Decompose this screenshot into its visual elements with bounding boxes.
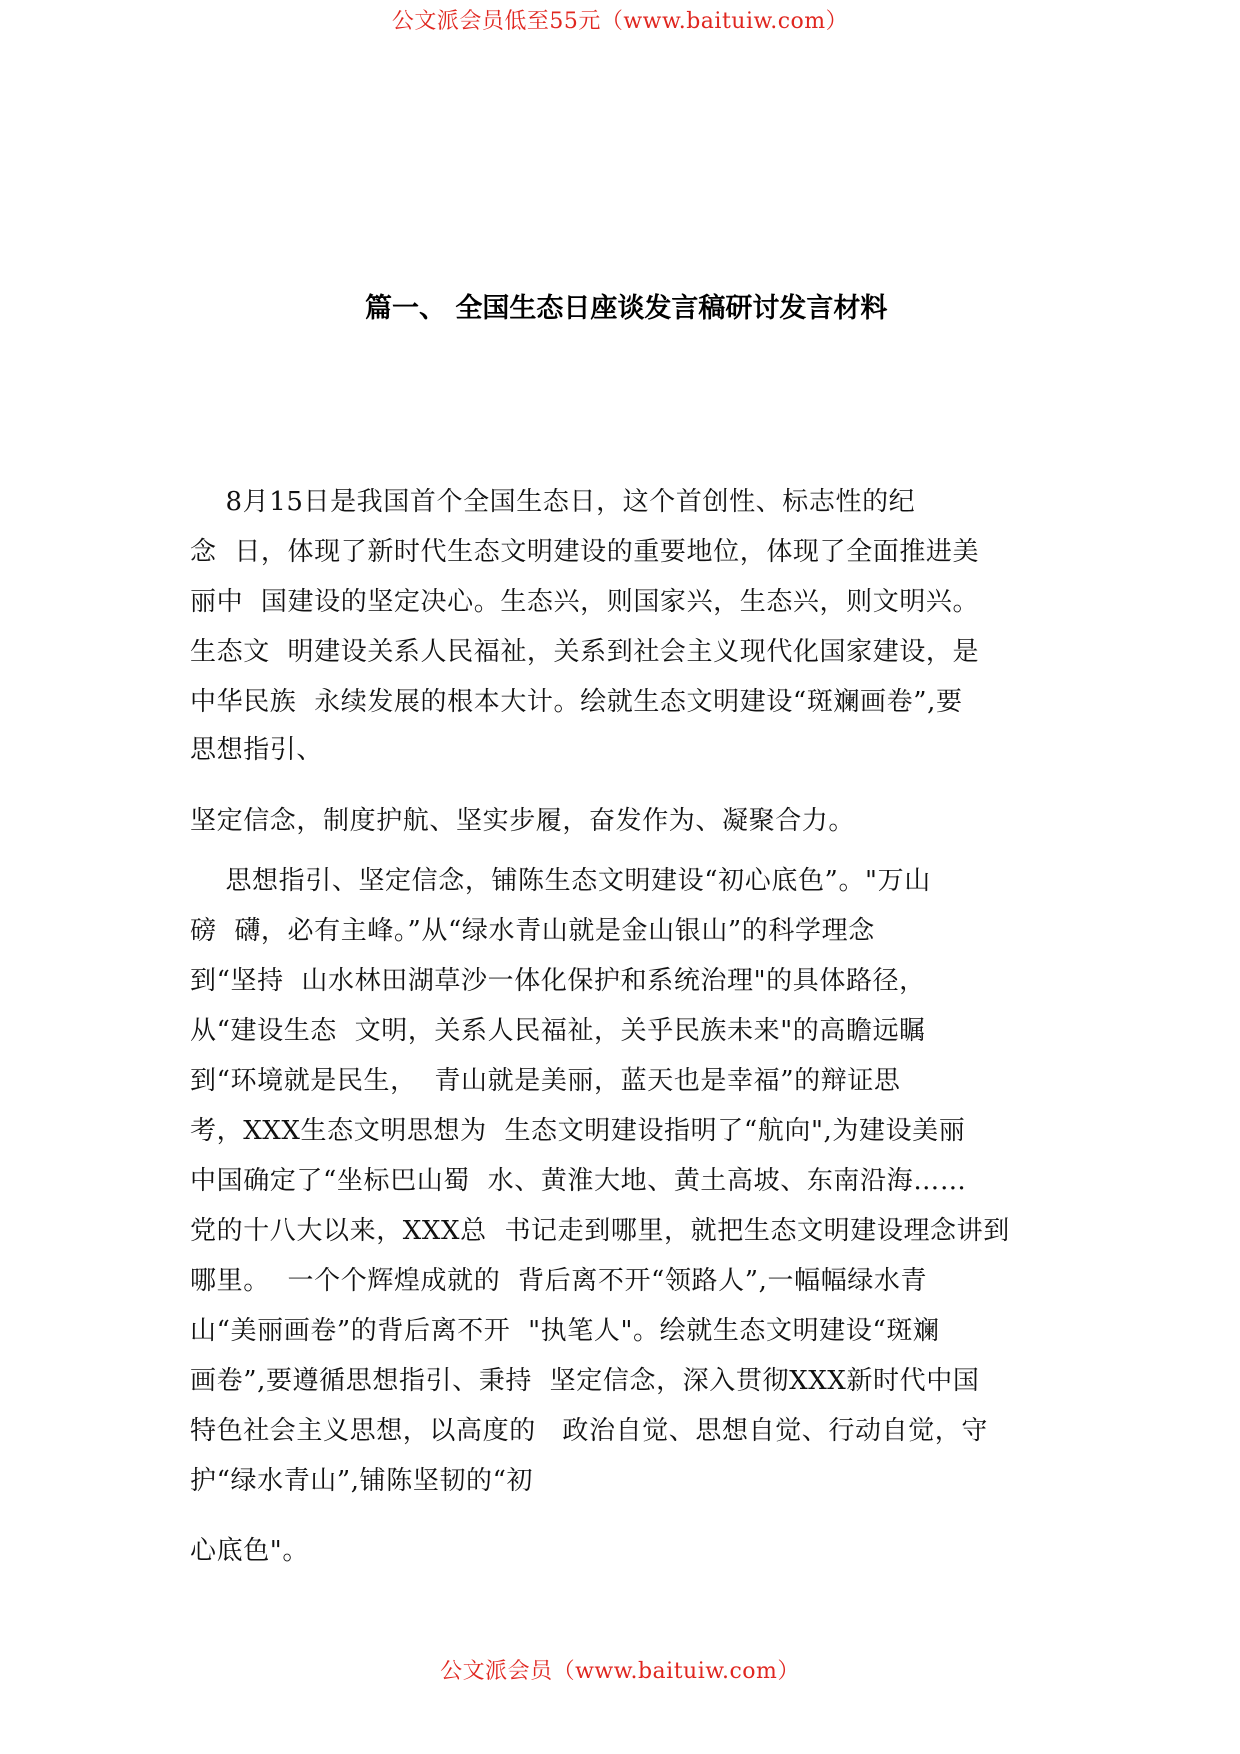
paragraph-line: 党的十八大以来，XXX总 书记走到哪里，就把生态文明建设理念讲到 bbox=[190, 1216, 1010, 1246]
document-title: 篇一、 全国生态日座谈发言稿研讨发言材料 bbox=[365, 293, 888, 324]
paragraph-line: 到“环境就是民生， 青山就是美丽，蓝天也是幸福”的辩证思 bbox=[190, 1066, 901, 1096]
paragraph-line: 念 日，体现了新时代生态文明建设的重要地位，体现了全面推进美 bbox=[190, 537, 980, 567]
paragraph-line: 思想指引、 bbox=[190, 735, 324, 765]
paragraph-line: 从“建设生态 文明，关系人民福祉，关乎民族未来"的高瞻远瞩 bbox=[190, 1016, 926, 1046]
footer-banner: 公文派会员（www.baituiw.com） bbox=[440, 1659, 800, 1684]
paragraph-line: 磅 礴，必有主峰。”从“绿水青山就是金山银山”的科学理念 bbox=[190, 916, 875, 946]
paragraph-line: 中华民族 永续发展的根本大计。绘就生态文明建设“斑斓画卷”,要 bbox=[190, 687, 963, 717]
paragraph-line: 特色社会主义思想，以高度的 政治自觉、思想自觉、行动自觉，守 bbox=[190, 1416, 988, 1446]
paragraph-line: 到“坚持 山水林田湖草沙一体化保护和系统治理"的具体路径， bbox=[190, 966, 926, 996]
paragraph-line: 中国确定了“坐标巴山蜀 水、黄淮大地、黄土高坡、东南沿海…… bbox=[190, 1166, 967, 1196]
paragraph-line: 哪里。 一个个辉煌成就的 背后离不开“领路人”,一幅幅绿水青 bbox=[190, 1266, 928, 1296]
paragraph-line: 考，XXX生态文明思想为 生态文明建设指明了“航向",为建设美丽 bbox=[190, 1116, 966, 1146]
header-banner: 公文派会员低至55元（www.baituiw.com） bbox=[391, 9, 849, 34]
paragraph-line: 8月15日是我国首个全国生态日，这个首创性、标志性的纪 bbox=[190, 487, 916, 517]
paragraph-line: 心底色"。 bbox=[190, 1536, 309, 1566]
paragraph-line: 画卷”,要遵循思想指引、秉持 坚定信念，深入贯彻XXX新时代中国 bbox=[190, 1366, 980, 1396]
paragraph-line: 坚定信念，制度护航、坚实步履，奋发作为、凝聚合力。 bbox=[190, 806, 856, 836]
paragraph-line: 丽中 国建设的坚定决心。生态兴，则国家兴，生态兴，则文明兴。 bbox=[190, 587, 980, 617]
paragraph-line: 护“绿水青山”,铺陈坚韧的“初 bbox=[190, 1466, 534, 1496]
paragraph-line: 思想指引、坚定信念，铺陈生态文明建设“初心底色”。"万山 bbox=[190, 866, 931, 896]
paragraph-line: 山“美丽画卷”的背后离不开 "执笔人"。绘就生态文明建设“斑斓 bbox=[190, 1316, 940, 1346]
paragraph-line: 生态文 明建设关系人民福祉，关系到社会主义现代化国家建设，是 bbox=[190, 637, 980, 667]
